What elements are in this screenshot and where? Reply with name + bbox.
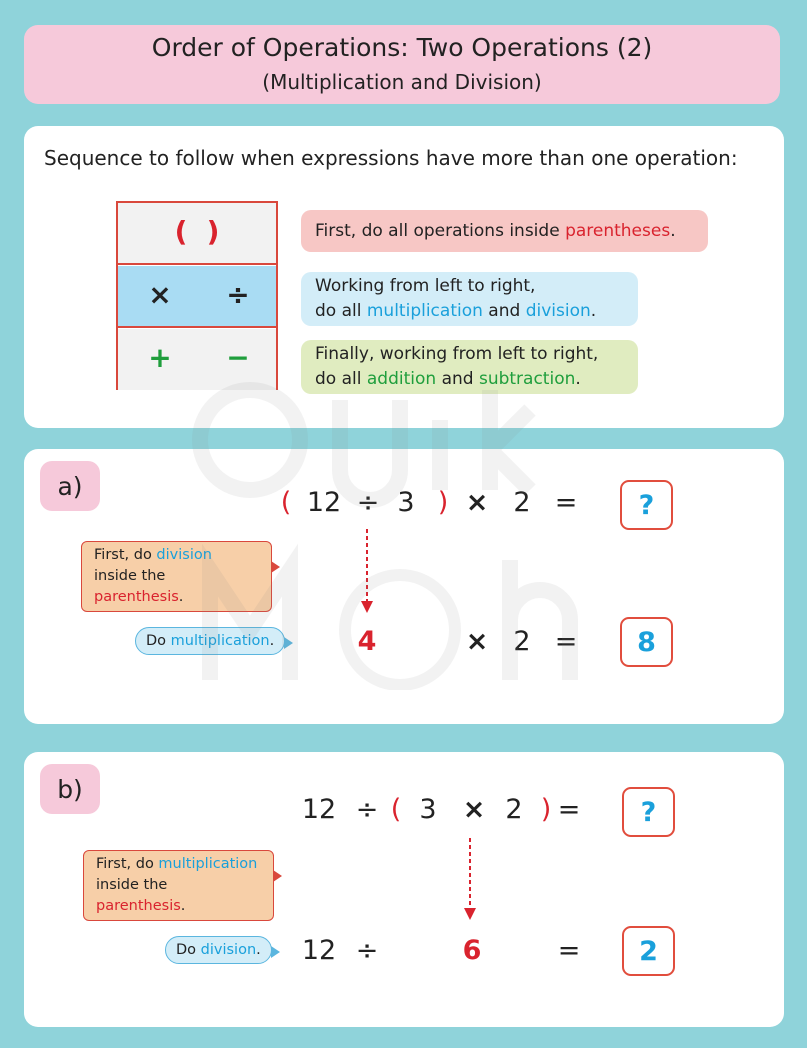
answer-box: 8: [620, 617, 673, 667]
step-1-period: .: [670, 220, 676, 241]
multiplication-hint-note: [83, 850, 274, 921]
number-2: 2: [513, 487, 531, 518]
tip-keyword: division: [200, 942, 257, 958]
down-arrow-icon: [464, 838, 476, 920]
number-2-step: 2: [513, 626, 531, 657]
close-paren-symbol: ): [206, 215, 220, 248]
example-b-panel: [24, 752, 784, 1027]
intermediate-result: 4: [357, 626, 377, 657]
times-operator: ×: [465, 487, 489, 518]
minus-symbol: −: [226, 341, 250, 374]
note-text-line-2: inside the: [94, 568, 166, 584]
number-3: 3: [419, 794, 437, 825]
priority-row-multiply-divide: [118, 266, 276, 328]
equals-sign-step: =: [554, 626, 578, 657]
tip-keyword: multiplication: [170, 633, 270, 649]
division-tip: [165, 936, 272, 964]
number-12: 12: [306, 487, 342, 518]
step-2-and: and: [482, 301, 526, 321]
open-paren: (: [390, 794, 402, 825]
step-2-period: .: [590, 301, 597, 321]
note-keyword-2: parenthesis: [94, 589, 179, 605]
close-paren: ): [540, 794, 552, 825]
divide-operator: ÷: [356, 487, 380, 518]
step-3-keyword-subtraction: subtraction: [478, 369, 576, 389]
note-text-line-2: inside the: [96, 877, 168, 893]
step-2-description: [301, 272, 638, 326]
step-2-keyword-division: division: [525, 301, 591, 321]
equals-sign: =: [557, 794, 581, 825]
step-1-description: [301, 210, 708, 252]
step-2-line-1: Working from left to right,: [315, 276, 536, 296]
plus-symbol: +: [148, 341, 172, 374]
title-banner: [24, 25, 780, 104]
step-1-keyword: parentheses: [565, 220, 671, 241]
step-2-keyword-multiplication: multiplication: [366, 301, 483, 321]
note-keyword: division: [156, 547, 212, 563]
step-3-period: .: [575, 369, 581, 389]
unknown-answer-box: ?: [620, 480, 673, 530]
intermediate-result: 6: [462, 935, 482, 966]
times-symbol: ×: [148, 278, 172, 311]
tip-period: .: [269, 633, 275, 649]
note-period: .: [180, 898, 186, 914]
step-3-line-1: Finally, working from left to right,: [315, 344, 599, 364]
number-3: 3: [397, 487, 415, 518]
equals-sign: =: [554, 487, 578, 518]
divide-symbol: ÷: [226, 278, 250, 311]
note-keyword: multiplication: [158, 856, 258, 872]
priority-table: [116, 201, 278, 390]
note-keyword-2: parenthesis: [96, 898, 181, 914]
note-period: .: [178, 589, 184, 605]
times-operator-step: ×: [465, 626, 489, 657]
note-text: First, do: [96, 856, 159, 872]
equals-sign-step: =: [557, 935, 581, 966]
step-2-text: do all: [315, 301, 367, 321]
rules-intro: Sequence to follow when expressions have more than one operation:: [44, 146, 738, 170]
note-text: First, do: [94, 547, 157, 563]
priority-row-parentheses: [118, 203, 276, 265]
tip-text: Do: [146, 633, 171, 649]
example-b-label: b): [40, 764, 100, 814]
step-1-text: First, do all operations inside: [315, 220, 566, 241]
unknown-answer-box: ?: [622, 787, 675, 837]
step-3-keyword-addition: addition: [366, 369, 437, 389]
step-3-text: do all: [315, 369, 367, 389]
close-paren: ): [437, 487, 449, 518]
tip-period: .: [256, 942, 261, 958]
page-title: Order of Operations: Two Operations (2): [151, 33, 653, 62]
open-paren: (: [280, 487, 292, 518]
example-a-label: a): [40, 461, 100, 511]
times-operator: ×: [462, 794, 486, 825]
tip-text: Do: [176, 942, 201, 958]
number-12: 12: [301, 794, 337, 825]
number-12-step: 12: [301, 935, 337, 966]
open-paren-symbol: (: [174, 215, 188, 248]
answer-box: 2: [622, 926, 675, 976]
step-3-and: and: [436, 369, 479, 389]
divide-operator-step: ÷: [355, 935, 379, 966]
divide-operator: ÷: [355, 794, 379, 825]
watermark-logo-icon: [190, 380, 630, 690]
number-2: 2: [505, 794, 523, 825]
page-subtitle: (Multiplication and Division): [262, 70, 542, 94]
